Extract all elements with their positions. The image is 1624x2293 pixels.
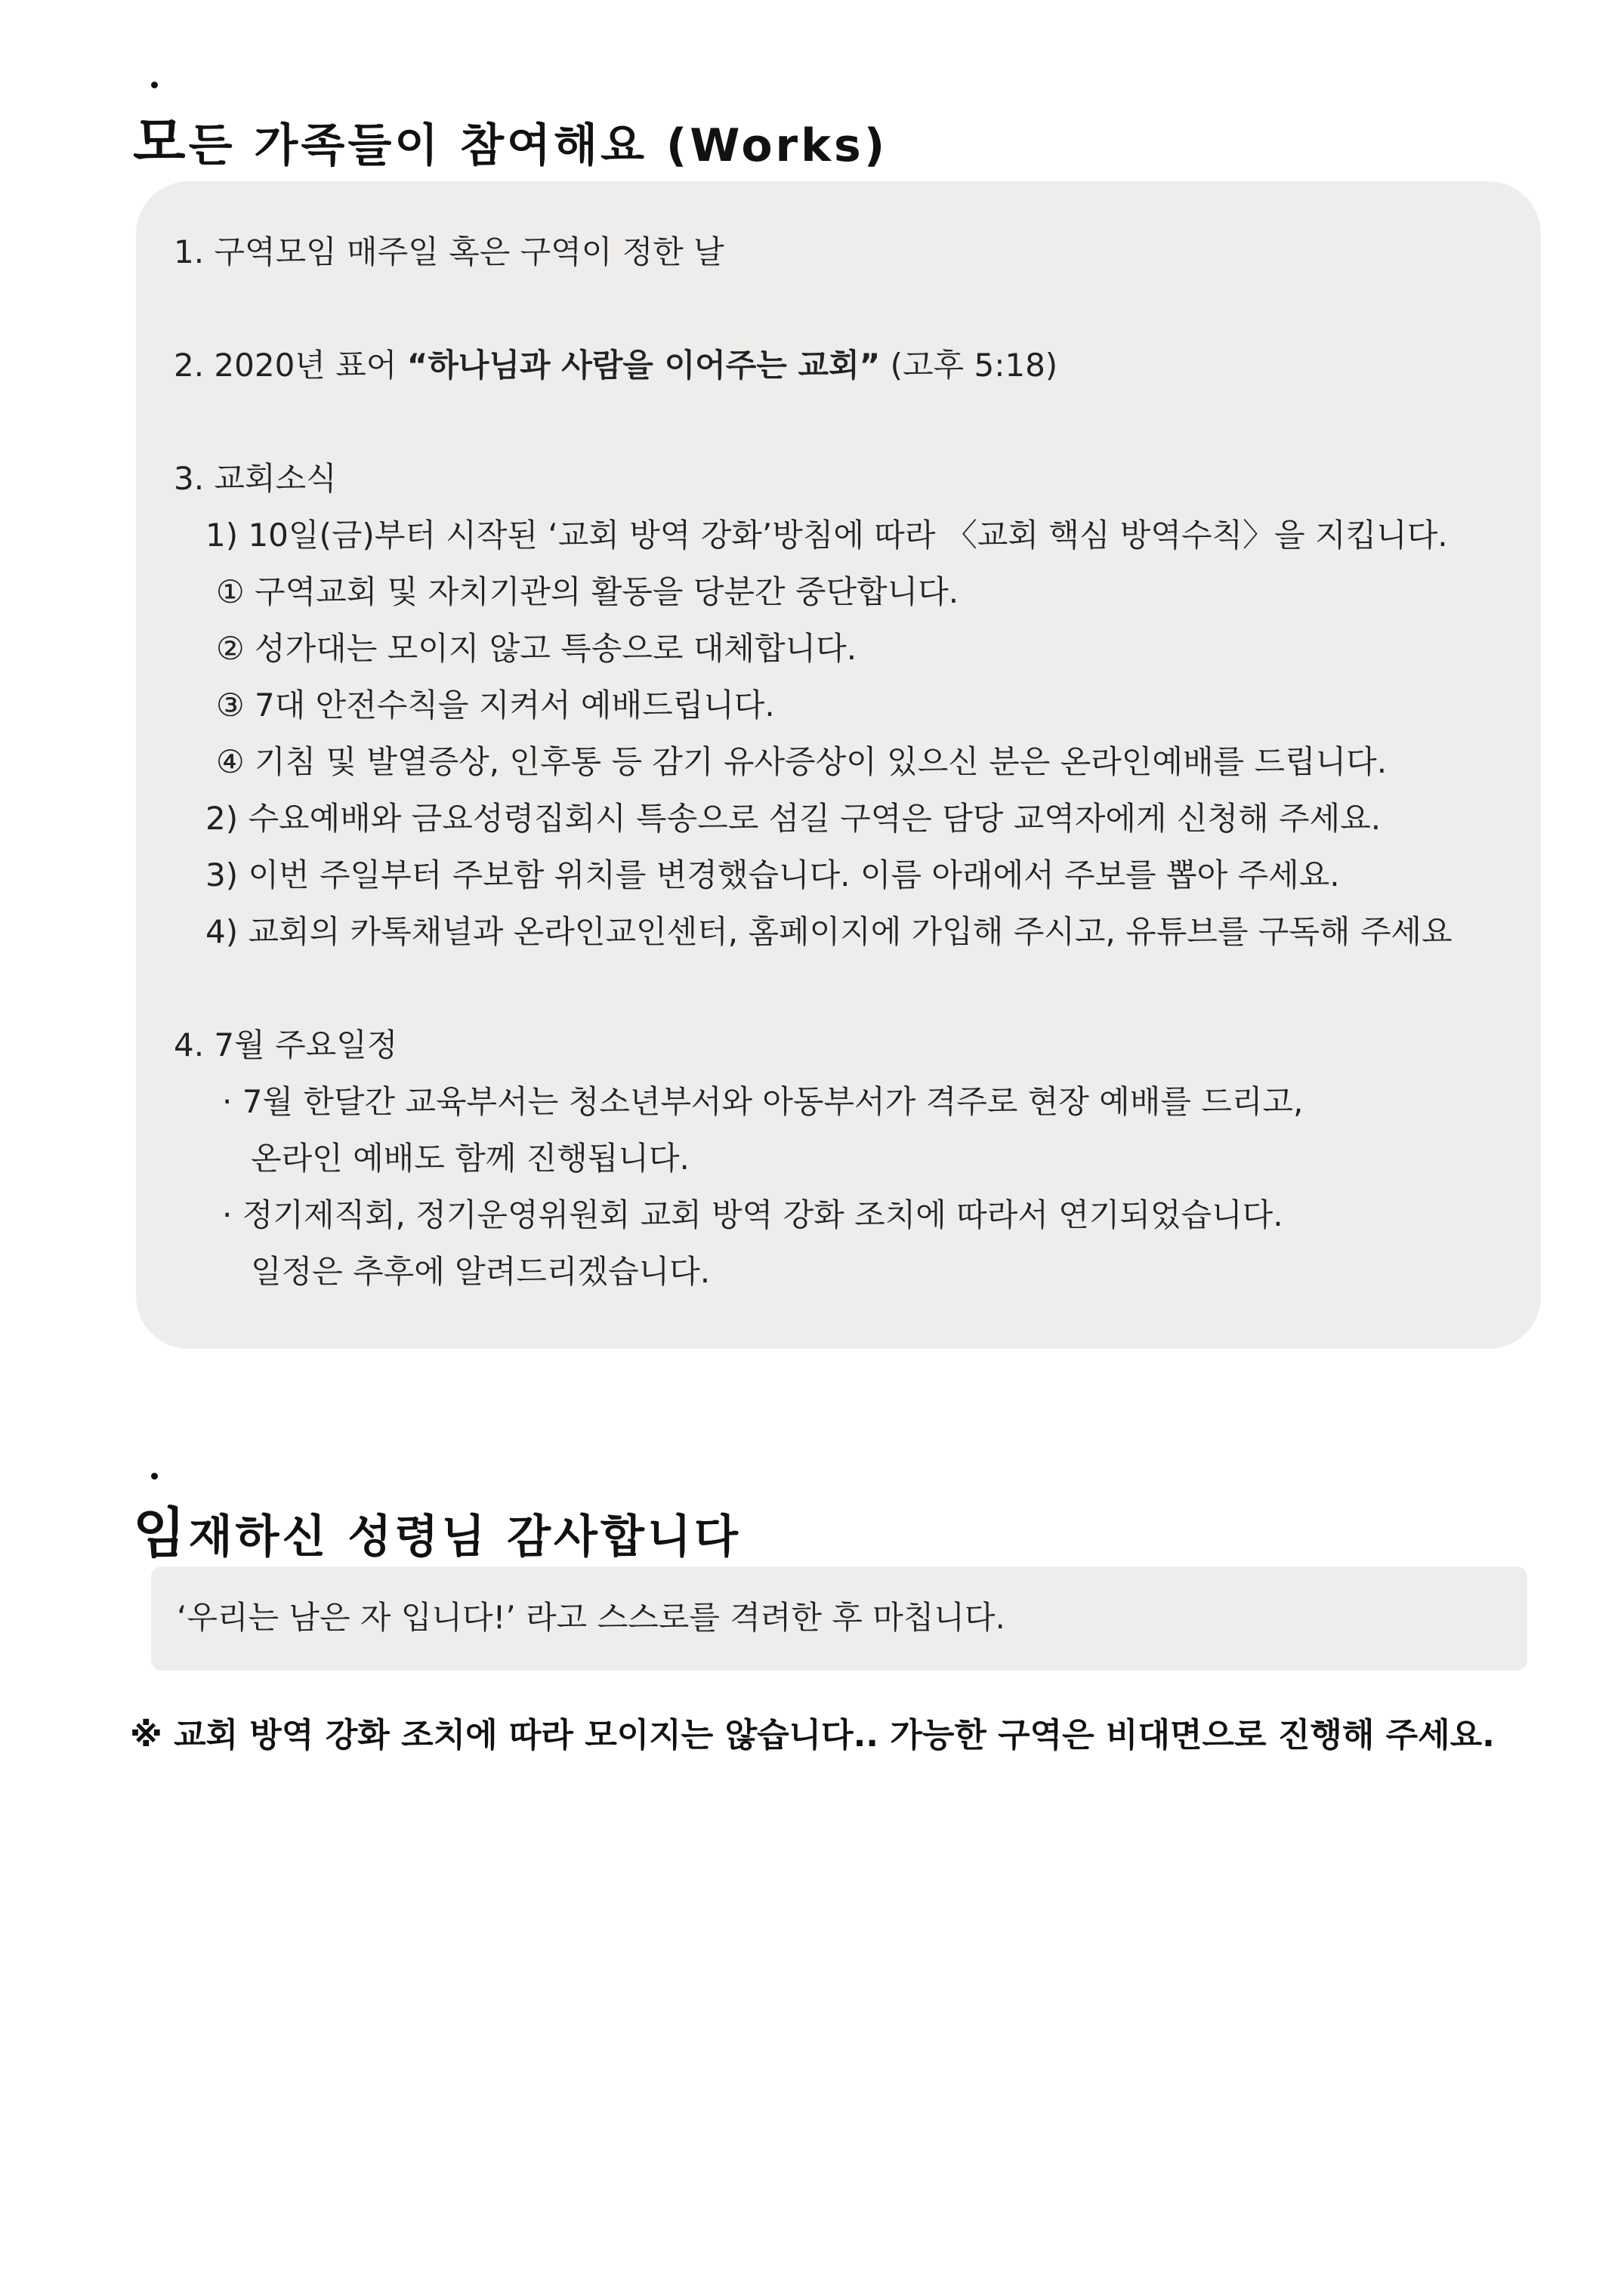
news-line: ② 성가대는 모이지 않고 특송으로 대체합니다. — [216, 630, 857, 667]
schedule-line: 온라인 예배도 함께 진행됩니다. — [251, 1140, 690, 1177]
footer-notice: ※ 교회 방역 강화 조치에 따라 모이지는 않습니다.. 가능한 구역은 비대면으로 진행해 주세요. — [130, 1716, 1495, 1754]
item-july-schedule-title: 4. 7월 주요일정 — [174, 1026, 398, 1063]
schedule-line: · 정기제직회, 정기운영위원회 교회 방역 강화 조치에 따라서 연기되었습니다. — [222, 1196, 1283, 1233]
news-line: 3) 이번 주일부터 주보함 위치를 변경했습니다. 이름 아래에서 주보를 뽑아 주세요. — [205, 856, 1340, 893]
schedule-line: · 7월 한달간 교육부서는 청소년부서와 아동부서가 격주로 현장 예배를 드리고, — [222, 1083, 1304, 1120]
news-line: 4) 교회의 카톡채널과 온라인교인센터, 홈페이지에 가입해 주시고, 유튜브를 구독해 주세요 — [205, 913, 1453, 950]
motto-reference: (고후 5:18) — [880, 347, 1058, 384]
section-heading-works — [133, 98, 888, 177]
heading-dot — [151, 82, 158, 88]
news-line: ① 구역교회 및 자치기관의 활동을 당분간 중단합니다. — [216, 573, 959, 610]
item-meeting-day: 1. 구역모임 매주일 혹은 구역이 정한 날 — [174, 233, 724, 270]
news-line: 2) 수요예배와 금요성령집회시 특송으로 섬길 구역은 담당 교역자에게 신청해 주세요. — [205, 800, 1382, 837]
motto-text: “하나님과 사람을 이어주는 교회” — [406, 347, 881, 384]
heading-text: 든 가족들이 참여해요 (Works) — [188, 119, 888, 172]
section-heading-holy-spirit — [133, 1489, 741, 1568]
heading-initial: 임 — [133, 1501, 189, 1565]
news-line: 1) 10일(금)부터 시작된 ‘교회 방역 강화’방침에 따라 〈교회 핵심 방역수칙〉을 지킵니다. — [205, 517, 1448, 554]
closing-note-box — [151, 1566, 1527, 1671]
news-line: ③ 7대 안전수칙을 지켜서 예배드립니다. — [216, 687, 775, 724]
motto-prefix: 2. 2020년 표어 — [174, 347, 407, 384]
item-church-news-title: 3. 교회소식 — [174, 460, 337, 497]
heading-text: 재하신 성령님 감사합니다 — [188, 1511, 741, 1563]
news-line: ④ 기침 및 발열증상, 인후통 등 감기 유사증상이 있으신 분은 온라인예배를 드립니다. — [216, 743, 1388, 780]
heading-dot — [151, 1473, 158, 1480]
heading-initial: 모 — [133, 110, 189, 174]
closing-note-text: ‘우리는 남은 자 입니다!’ 라고 스스로를 격려한 후 마칩니다. — [177, 1599, 1005, 1636]
item-motto — [174, 346, 1057, 385]
works-content-box — [136, 181, 1541, 1349]
schedule-line: 일정은 추후에 알려드리겠습니다. — [251, 1253, 711, 1290]
